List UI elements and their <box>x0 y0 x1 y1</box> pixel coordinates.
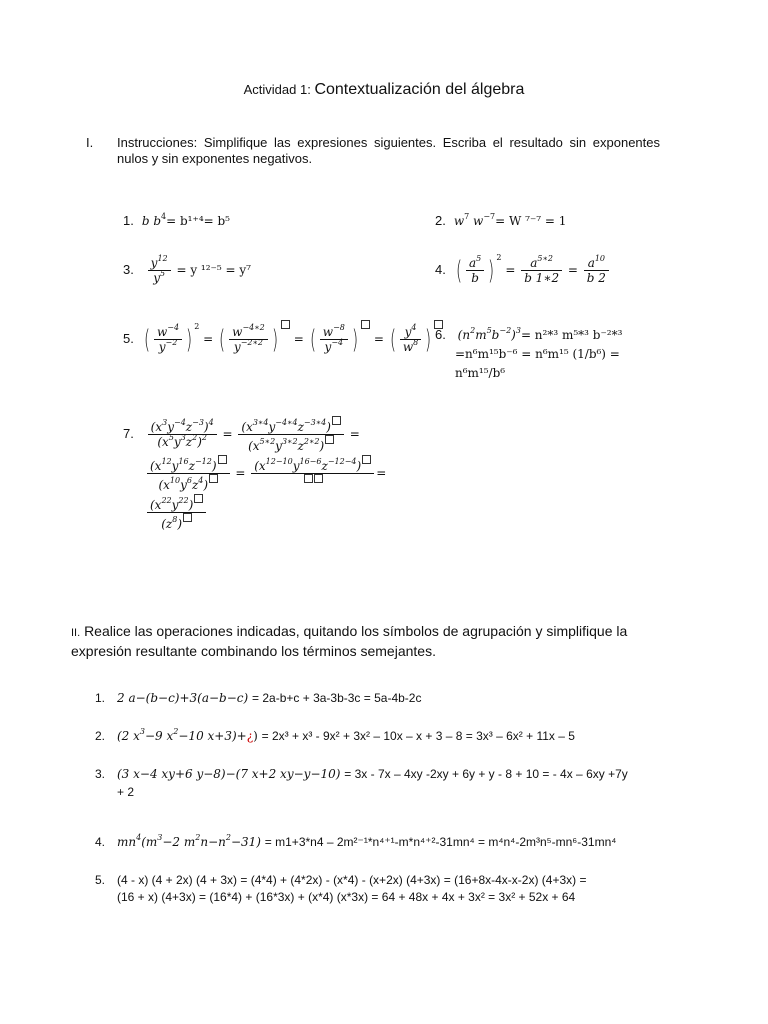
page-title <box>0 81 768 99</box>
problem-2-result: = W ⁷⁻⁷ = 1 <box>495 214 567 228</box>
problem-1: 1. b $b^4= b^{1+4}= b^5$ <box>123 212 230 228</box>
section2-numeral: II. <box>71 627 81 639</box>
section2-item-3-result: = 3x - 7x – 4xy -2xy + 6y + y - 8 + 10 = - 4x – 6xy +7y <box>344 767 628 781</box>
problem-2: 2. $w^7$ $w^{-7}= W$ ⁷⁻⁷ = 1 <box>435 212 567 228</box>
section1-numeral: I. <box>86 135 94 150</box>
section2-item-3: 3. (3 x−4 xy+6 y−8)−(7 x+2 xy−y−10) = 3x - 7x – 4xy -2xy + 6y + y - 8 + 10 = - 4x – 6xy +7y + 2 <box>95 767 628 799</box>
section2-item-5-line2: (16 + x) (4+3x) = (16*4) + (16*3x) + (x*4) (x*3x) = 64 + 48x + 4x + 3x² = 3x² + 52x + 64 <box>117 890 576 904</box>
problem-3-result: = y ¹²⁻⁵ = y⁷ <box>176 263 251 277</box>
problem-5: 5. ( $\frac{w^{-4}}{y^{-2}}$ ) $^2$ = ( $\frac{w^{-4∗2}}{y^{-2∗2}}$ ) = ( $\frac{w^{-8}}{y^{-4}}$ ) = ( $\frac{y^4}{w^8}$ ) <box>123 320 443 354</box>
section2-item-5: 5. (4 - x) (4 + 2x) (4 + 3x) = (4*4) + (4*2x) - (x*4) - (x+2x) (4+3x) = (16+8x-4x-x-2x) (4+3x) = (16 + x) (4+3x) = (16*4) + (16*3x) + (x*4) (x*3x) = 64 + 48x + 4x + 3x² = 3x² + 52x + 64 <box>95 873 587 904</box>
section2-item-4-result: = m1+3*n4 – 2m²⁻¹*n⁴⁺¹-m*n⁴⁺²-31mn⁴ = m⁴n⁴-2m³n⁵-mn⁶-31mn⁴ <box>264 835 617 849</box>
section2-item-1-result: = 2a-b+c + 3a-3b-3c = 5a-4b-2c <box>252 691 422 705</box>
problem-3: 3. $\frac{y^{12}}{y^5}$ = y ¹²⁻⁵ = y⁷ <box>123 254 251 285</box>
problem-6-line1: = n²*³ m⁵*³ b⁻²*³ <box>520 328 623 342</box>
section1-instructions: Instrucciones: Simplifique las expresiones siguientes. Escriba el resultado sin exponentes nulos y sin exponentes negativos. <box>117 135 660 166</box>
problem-6: 6. $(n^2m^5b^{-2})^3= n^2*^3$ m⁵*³ b⁻²*³ =n⁶m¹⁵b⁻⁶ = n⁶m¹⁵ (1/b⁶) = n⁶m¹⁵/b⁶ <box>435 325 622 383</box>
problem-4: 4. ( $\frac{a^5}{b}$ ) $^2$ = $\frac{a^{5∗2}}{b 1∗2}$ = $\frac{a^{10}}{b 2}$ <box>435 256 611 285</box>
section2-item-1: 1. 2 a−(b−c)+3(a−b−c) = 2a-b+c + 3a-3b-3c = 5a-4b-2c <box>95 691 422 705</box>
section2-instructions: Realice las operaciones indicadas, quitando los símbolos de agrupación y simplifique la expresión resultante combinando los términos semejantes. <box>71 623 628 659</box>
problem-6-line2: =n⁶m¹⁵b⁻⁶ = n⁶m¹⁵ (1/b⁶) = <box>455 347 620 361</box>
section2-item-3-result2: + 2 <box>117 785 135 799</box>
title-main: Contextualización del álgebra <box>314 81 525 98</box>
problem-6-line3: n⁶m¹⁵/b⁶ <box>455 366 506 380</box>
section2-item-5-line1: (4 - x) (4 + 2x) (4 + 3x) = (4*4) + (4*2x) - (x*4) - (x+2x) (4+3x) = (16+8x-4x-x-2x) (4+3x) = <box>117 873 587 887</box>
section2-item-4: 4. $mn^4(m^3-2$ $m^2n-n^2-31) = m1+3*n4 - 2m^{2-1}*n^{4+1}-m*n^{4+2}-31mn^4 = m^4n^4-2m^3n^5-mn^6-31mn^4$ <box>95 833 617 849</box>
section2-instructions-block <box>71 622 671 660</box>
problem-7: 7. $\frac{(x^3y^{-4}z^{-3})^4}{(x^5y^3z^2)^2}$ = $\frac{(x^{3∗4}y^{-4∗4}z^{-3∗4})}{(x^{5∗2}y^{3∗2}z^{2∗2})}$ = $\frac{(x^{12}y^{16}z^{-12})}{(x^{10}y^6z^4)}$ = $(x^{12-10}y^{16-6}z^{-12-4})$ = $\frac{(x^{22}y^{22})}{(z^8)}$ <box>123 418 387 531</box>
section2-item-2: 2. (2 $x^3-9$ $x^2-10$ x+3)+¿) = 2x³ + x³ - 9x² + 3x² – 10x – x + 3 – 8 = 3x³ – 6x² + 11x – 5 <box>95 727 575 743</box>
title-prefix: Actividad 1: <box>243 82 315 97</box>
problem-1-result: = b¹⁺⁴= b⁵ <box>166 214 230 228</box>
section2-item-2-result: = 2x³ + x³ - 9x² + 3x² – 10x – x + 3 – 8 = 3x³ – 6x² + 11x – 5 <box>261 729 575 743</box>
